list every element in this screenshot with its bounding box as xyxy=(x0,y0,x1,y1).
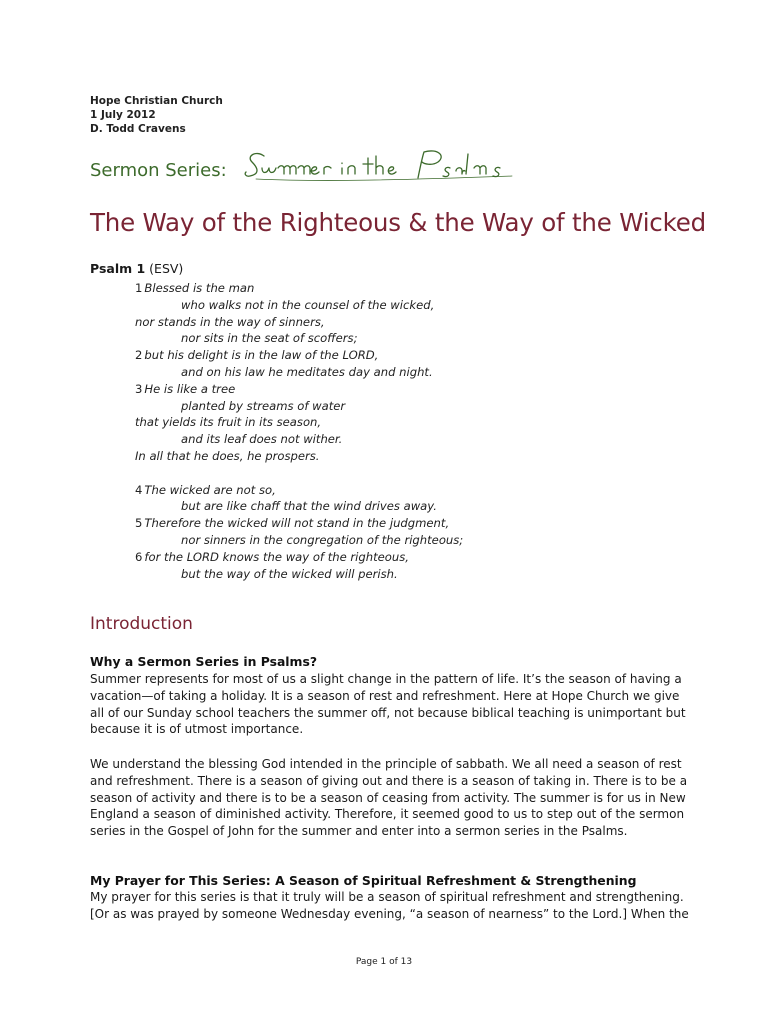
verse-line xyxy=(135,330,463,347)
verse-text: and its leaf does not wither. xyxy=(181,432,343,447)
sermon-series xyxy=(90,146,518,190)
verse-text: planted by streams of water xyxy=(181,398,346,413)
sermon-date: 1 July 2012 xyxy=(90,109,156,121)
verse-line xyxy=(135,398,463,415)
verse-text: but are like chaff that the wind drives away. xyxy=(181,499,437,514)
verse-text: nor stands in the way of sinners, xyxy=(135,314,325,329)
sermon-title: The Way of the Righteous & the Way of the Wicked xyxy=(90,208,706,237)
verse-line xyxy=(135,297,463,314)
verse-line xyxy=(135,566,463,583)
verse-text: and on his law he meditates day and night. xyxy=(181,364,433,379)
verse-line xyxy=(135,431,463,448)
verse-line xyxy=(135,414,463,431)
paragraph-prayer xyxy=(90,889,690,923)
verse-text: The wicked are not so, xyxy=(144,482,276,497)
subheading-why-psalms: Why a Sermon Series in Psalms? xyxy=(90,654,318,669)
verse-number: 6 xyxy=(135,549,143,564)
paragraph-line: season of activity and there is to be a season of ceasing from activity. The summer is for us in New xyxy=(90,790,686,805)
paragraph-line: [Or as was prayed by someone Wednesday evening, “a season of nearness” to the Lord.] When the xyxy=(90,906,689,921)
paragraph-line: and refreshment. There is a season of giving out and there is a season of taking in. There is to be a xyxy=(90,773,688,788)
paragraph-line: Summer represents for most of us a slight change in the pattern of life. It’s the season of having a xyxy=(90,672,682,686)
series-label: Sermon Series: xyxy=(90,159,227,181)
psalm-reference xyxy=(90,261,183,276)
paragraph-line: My prayer for this series is that it truly will be a season of spiritual refreshment and strengthening. xyxy=(90,890,684,904)
verse-text: nor sinners in the congregation of the righteous; xyxy=(181,532,464,547)
verse-text: but his delight is in the law of the LORD, xyxy=(144,348,379,363)
verse-line xyxy=(135,515,463,532)
verse-number: 1 xyxy=(135,281,143,295)
psalm-text xyxy=(135,280,463,582)
church-name: Hope Christian Church xyxy=(90,95,223,107)
verse-line xyxy=(135,364,463,381)
paragraph-line: series in the Gospel of John for the summer and enter into a sermon series in the Psalms. xyxy=(90,824,628,839)
verse-number: 2 xyxy=(135,348,143,363)
paragraph-line: vacation—of taking a holiday. It is a season of rest and refreshment. Here at Hope Church we give xyxy=(90,688,680,703)
psalm-ref-label: Psalm 1 xyxy=(90,261,146,276)
verse-line xyxy=(135,448,463,465)
introduction-heading: Introduction xyxy=(90,614,193,634)
verse-line xyxy=(135,314,463,331)
verse-text: Therefore the wicked will not stand in the judgment, xyxy=(144,516,450,531)
verse-text: nor sits in the seat of scoffers; xyxy=(181,331,358,346)
verse-line xyxy=(135,280,463,297)
verse-text: who walks not in the counsel of the wicked, xyxy=(181,297,435,312)
author-name: D. Todd Cravens xyxy=(90,123,186,135)
psalm-version: (ESV) xyxy=(149,261,184,276)
paragraph-summer xyxy=(90,671,690,738)
verse-line xyxy=(135,498,463,515)
verse-text: He is like a tree xyxy=(144,381,236,396)
verse-text: but the way of the wicked will perish. xyxy=(181,566,398,581)
paragraph-line: all of our Sunday school teachers the summer off, not because biblical teaching is unimportant but xyxy=(90,705,686,720)
verse-text: that yields its fruit in its season, xyxy=(135,415,322,430)
verse-line xyxy=(135,347,463,364)
verse-line xyxy=(135,381,463,398)
paragraph-line: England a season of diminished activity. Therefore, it seemed good to us to step out of the sermon xyxy=(90,807,685,822)
verse-number: 5 xyxy=(135,516,143,531)
verse-line xyxy=(135,549,463,566)
document-header xyxy=(90,94,223,136)
verse-text: for the LORD knows the way of the righteous, xyxy=(144,549,409,564)
verse-line xyxy=(135,482,463,499)
paragraph-line: We understand the blessing God intended in the principle of sabbath. We all need a season of rest xyxy=(90,757,682,771)
verse-text: In all that he does, he prospers. xyxy=(135,448,320,463)
verse-number: 4 xyxy=(135,482,143,497)
verse-line xyxy=(135,465,463,482)
paragraph-sabbath xyxy=(90,756,690,840)
series-script-title xyxy=(242,146,518,190)
verse-text: Blessed is the man xyxy=(144,281,255,295)
subheading-prayer: My Prayer for This Series: A Season of Spiritual Refreshment & Strengthening xyxy=(90,873,637,888)
verse-line xyxy=(135,532,463,549)
paragraph-line: because it is of utmost importance. xyxy=(90,722,304,737)
verse-number: 3 xyxy=(135,381,143,396)
page-number: Page 1 of 13 xyxy=(355,957,413,967)
